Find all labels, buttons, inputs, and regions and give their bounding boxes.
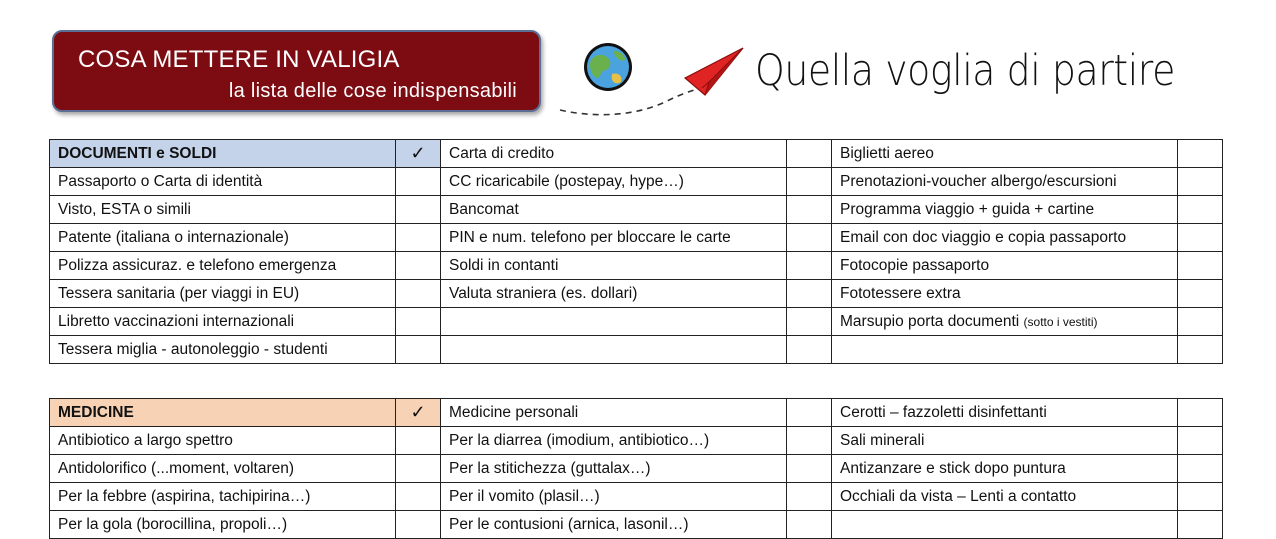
list-item: Carta di credito — [441, 140, 787, 168]
checkbox-cell[interactable] — [1178, 427, 1223, 455]
list-item: Prenotazioni-voucher albergo/escursioni — [832, 168, 1178, 196]
list-item — [832, 336, 1178, 364]
table-row — [50, 252, 1223, 280]
table-row — [50, 483, 1223, 511]
checkbox-cell[interactable] — [1178, 399, 1223, 427]
item-label: Marsupio porta documenti — [840, 312, 1020, 330]
checkbox-cell[interactable] — [1178, 252, 1223, 280]
globe-icon — [584, 43, 632, 91]
checkbox-cell[interactable] — [1178, 336, 1223, 364]
list-item: Valuta straniera (es. dollari) — [441, 280, 787, 308]
checkbox-cell[interactable] — [396, 280, 441, 308]
checkbox-cell[interactable] — [396, 427, 441, 455]
list-item: Biglietti aereo — [832, 140, 1178, 168]
section-heading: DOCUMENTI e SOLDI — [50, 140, 396, 168]
checkbox-cell[interactable] — [787, 140, 832, 168]
list-item: Per la febbre (aspirina, tachipirina…) — [50, 483, 396, 511]
checkbox-cell[interactable] — [396, 168, 441, 196]
checkbox-cell[interactable] — [396, 224, 441, 252]
medicine-table — [49, 398, 1223, 539]
list-item: PIN e num. telefono per bloccare le carte — [441, 224, 787, 252]
list-item: Antibiotico a largo spettro — [50, 427, 396, 455]
page-subtitle: la lista delle cose indispensabili — [228, 80, 517, 102]
checkbox-cell[interactable] — [396, 336, 441, 364]
section-heading: MEDICINE — [50, 399, 396, 427]
list-item: Bancomat — [441, 196, 787, 224]
table-row — [50, 455, 1223, 483]
checkbox-cell[interactable] — [787, 168, 832, 196]
checkbox-cell[interactable] — [396, 483, 441, 511]
checkbox-cell[interactable] — [1178, 140, 1223, 168]
checkbox-cell[interactable] — [787, 196, 832, 224]
list-item: Per il vomito (plasil…) — [441, 483, 787, 511]
checkbox-cell[interactable] — [787, 427, 832, 455]
list-item: Tessera miglia - autonoleggio - studenti — [50, 336, 396, 364]
paper-plane-icon — [685, 48, 743, 95]
list-item: Polizza assicuraz. e telefono emergenza — [50, 252, 396, 280]
list-item: Visto, ESTA o simili — [50, 196, 396, 224]
title-banner — [52, 30, 541, 112]
list-item: Per la diarrea (imodium, antibiotico…) — [441, 427, 787, 455]
checkbox-cell[interactable] — [787, 308, 832, 336]
checkbox-cell[interactable] — [787, 336, 832, 364]
documents-money-table — [49, 139, 1223, 364]
checkbox-cell[interactable] — [1178, 168, 1223, 196]
list-item: Patente (italiana o internazionale) — [50, 224, 396, 252]
list-item: Programma viaggio + guida + cartine — [832, 196, 1178, 224]
checkbox-cell[interactable] — [396, 308, 441, 336]
checkbox-cell[interactable] — [396, 511, 441, 539]
checkbox-cell[interactable] — [787, 455, 832, 483]
table-row — [50, 140, 1223, 168]
checkbox-cell[interactable] — [1178, 511, 1223, 539]
page-title: COSA METTERE IN VALIGIA — [78, 46, 400, 73]
list-item: CC ricaricabile (postepay, hype…) — [441, 168, 787, 196]
list-item: Fototessere extra — [832, 280, 1178, 308]
checkbox-cell[interactable] — [1178, 483, 1223, 511]
checkbox-cell[interactable] — [787, 224, 832, 252]
list-item — [441, 308, 787, 336]
table-row — [50, 427, 1223, 455]
list-item — [441, 336, 787, 364]
checkbox-cell[interactable] — [396, 252, 441, 280]
list-item: Per la stitichezza (guttalax…) — [441, 455, 787, 483]
checkbox-cell[interactable] — [787, 483, 832, 511]
list-item-with-note — [832, 308, 1178, 336]
list-item: Tessera sanitaria (per viaggi in EU) — [50, 280, 396, 308]
table-row — [50, 336, 1223, 364]
list-item: Occhiali da vista – Lenti a contatto — [832, 483, 1178, 511]
tagline: Quella voglia di partire — [755, 46, 1175, 96]
item-note: (sotto i vestiti) — [1023, 314, 1098, 329]
list-item: Medicine personali — [441, 399, 787, 427]
table-row — [50, 168, 1223, 196]
table-row — [50, 308, 1223, 336]
list-item: Cerotti – fazzoletti disinfettanti — [832, 399, 1178, 427]
list-item: Sali minerali — [832, 427, 1178, 455]
checkbox-cell[interactable] — [1178, 308, 1223, 336]
checkbox-cell[interactable] — [1178, 224, 1223, 252]
list-item: Antizanzare e stick dopo puntura — [832, 455, 1178, 483]
checkbox-cell[interactable] — [787, 252, 832, 280]
checkbox-cell[interactable] — [396, 196, 441, 224]
list-item: Fotocopie passaporto — [832, 252, 1178, 280]
check-mark[interactable]: ✓ — [396, 399, 441, 427]
list-item: Per la gola (borocillina, propoli…) — [50, 511, 396, 539]
table-row — [50, 280, 1223, 308]
check-mark[interactable]: ✓ — [396, 140, 441, 168]
checkbox-cell[interactable] — [1178, 455, 1223, 483]
checkbox-cell[interactable] — [787, 280, 832, 308]
checkbox-cell[interactable] — [787, 399, 832, 427]
list-item — [832, 511, 1178, 539]
dashed-path — [560, 86, 705, 115]
list-item: Passaporto o Carta di identità — [50, 168, 396, 196]
table-row — [50, 511, 1223, 539]
list-item: Libretto vaccinazioni internazionali — [50, 308, 396, 336]
list-item: Email con doc viaggio e copia passaporto — [832, 224, 1178, 252]
table-row — [50, 399, 1223, 427]
travel-decoration — [555, 40, 755, 120]
checkbox-cell[interactable] — [787, 511, 832, 539]
checkbox-cell[interactable] — [396, 455, 441, 483]
checkbox-cell[interactable] — [1178, 196, 1223, 224]
list-item: Per le contusioni (arnica, lasonil…) — [441, 511, 787, 539]
list-item: Antidolorifico (...moment, voltaren) — [50, 455, 396, 483]
checkbox-cell[interactable] — [1178, 280, 1223, 308]
table-row — [50, 224, 1223, 252]
list-item: Soldi in contanti — [441, 252, 787, 280]
table-row — [50, 196, 1223, 224]
